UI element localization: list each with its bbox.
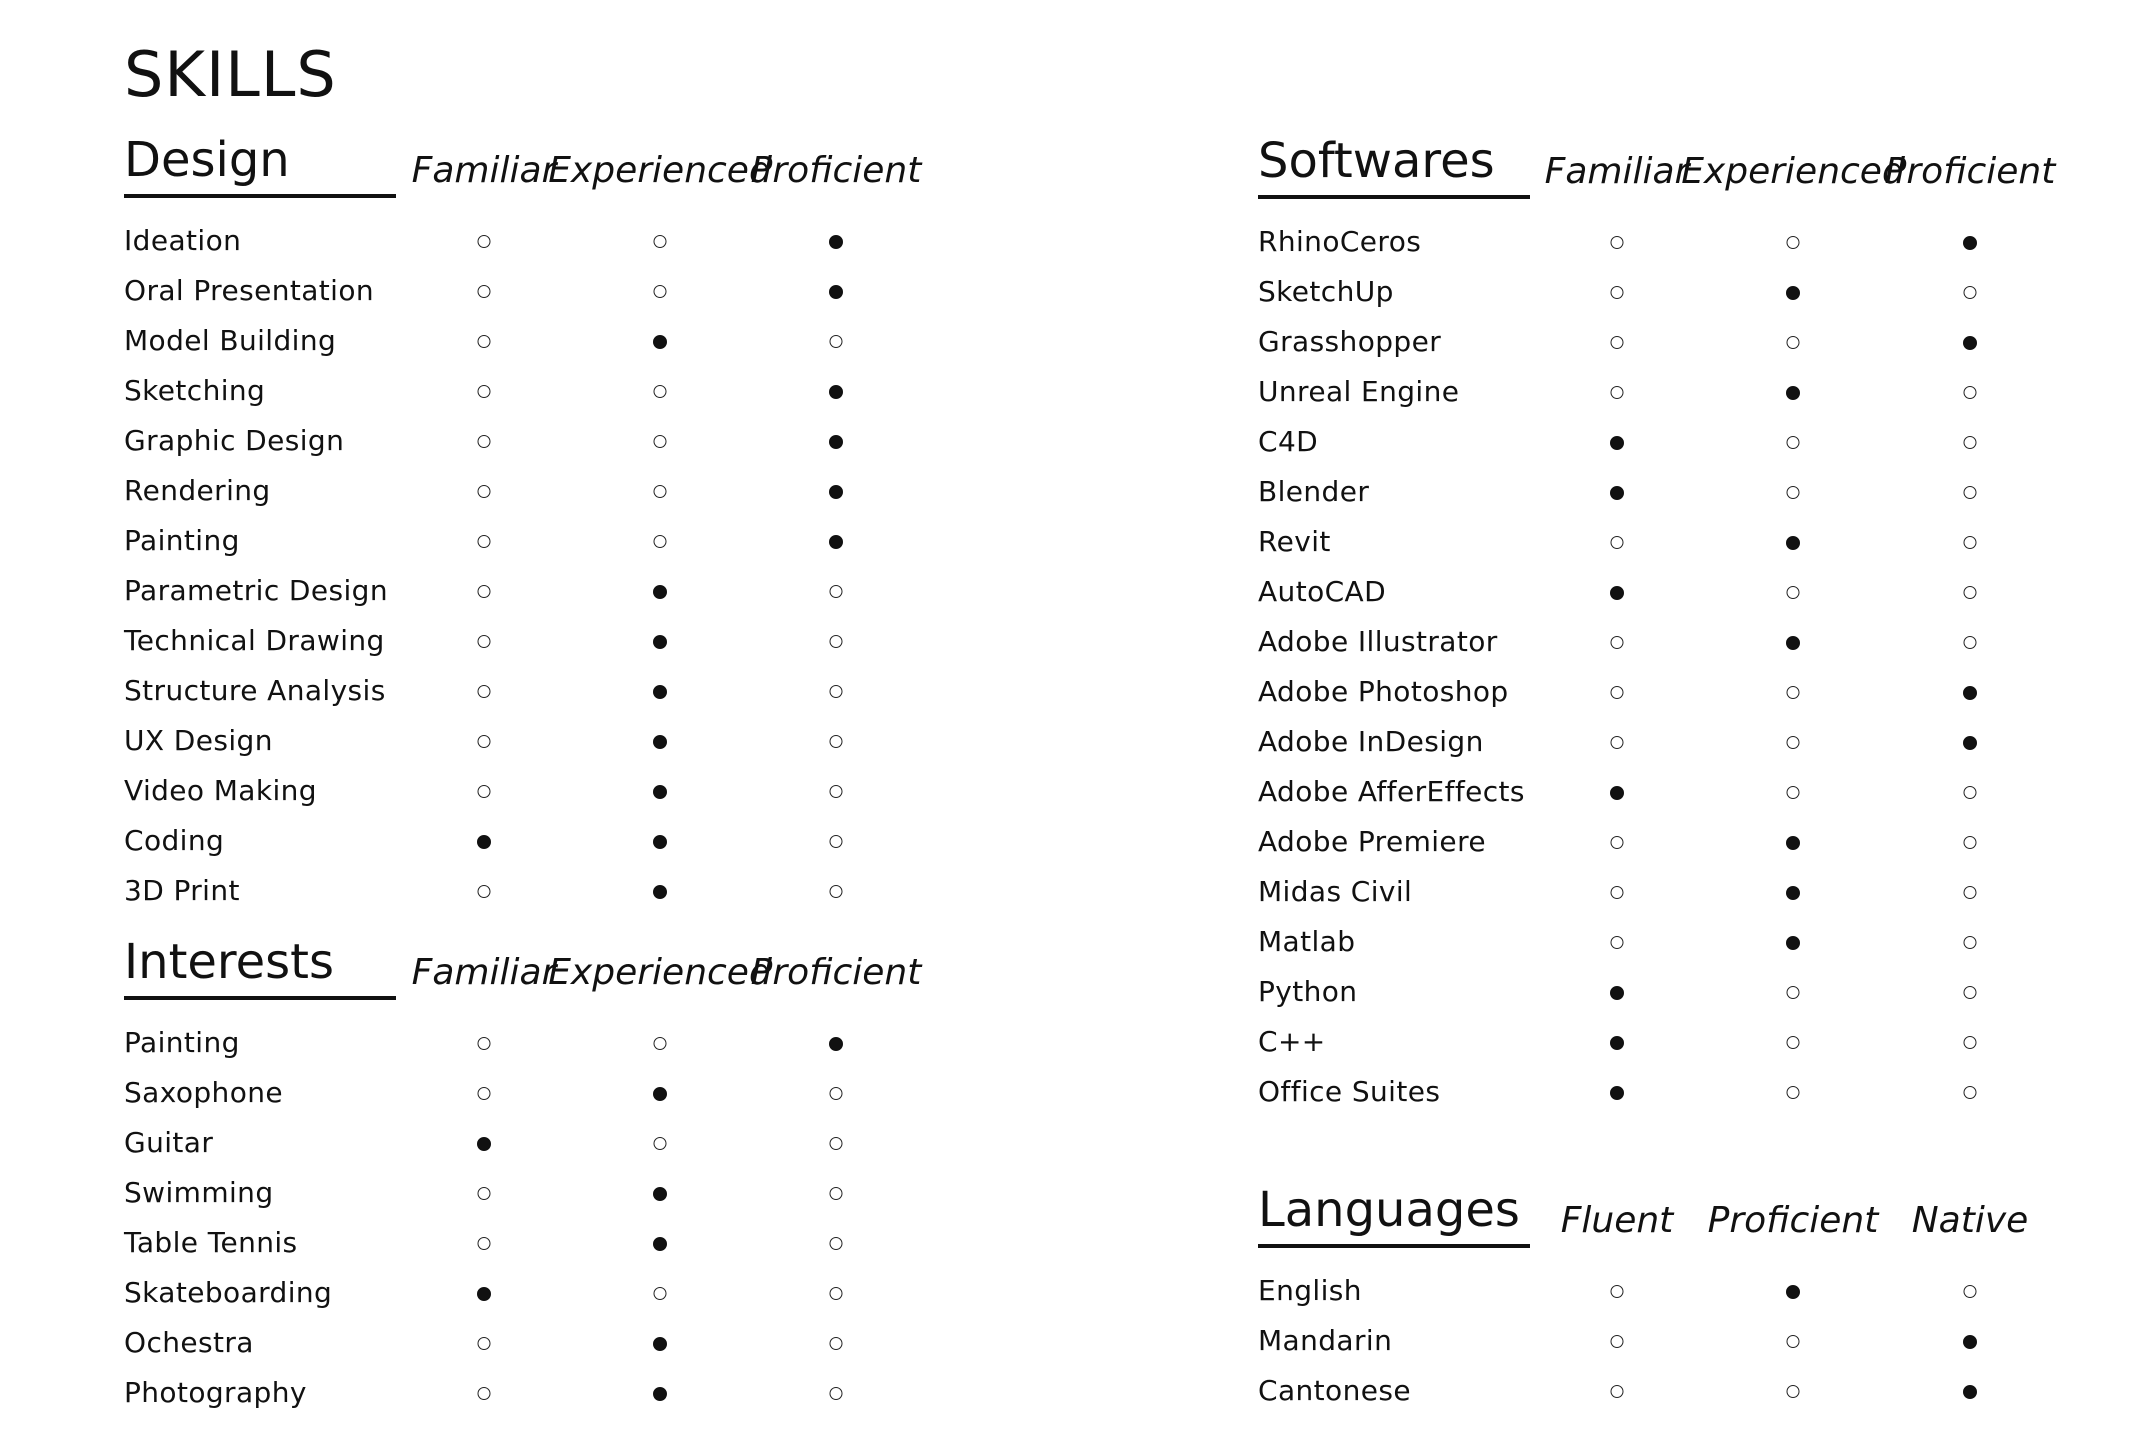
skill-row	[1258, 1266, 2090, 1316]
filled-dot-icon	[477, 835, 491, 849]
empty-dot-icon	[478, 885, 491, 898]
empty-dot-icon	[1611, 536, 1624, 549]
skill-label: Cantonese	[1258, 1374, 1411, 1407]
skill-row	[1258, 1316, 2090, 1366]
empty-dot-icon	[1611, 1285, 1624, 1298]
skill-row	[1258, 367, 2090, 417]
skill-label: SketchUp	[1258, 275, 1394, 308]
empty-dot-icon	[830, 1337, 843, 1350]
skill-row	[124, 766, 956, 816]
skill-label: English	[1258, 1274, 1362, 1307]
filled-dot-icon	[1610, 436, 1624, 450]
skill-label: Blender	[1258, 475, 1370, 508]
empty-dot-icon	[478, 1037, 491, 1050]
empty-dot-icon	[478, 435, 491, 448]
filled-dot-icon	[1963, 1385, 1977, 1399]
filled-dot-icon	[653, 635, 667, 649]
filled-dot-icon	[1963, 686, 1977, 700]
skill-label: Mandarin	[1258, 1324, 1393, 1357]
filled-dot-icon	[829, 285, 843, 299]
empty-dot-icon	[1964, 1036, 1977, 1049]
empty-dot-icon	[830, 1187, 843, 1200]
filled-dot-icon	[829, 485, 843, 499]
filled-dot-icon	[1786, 536, 1800, 550]
empty-dot-icon	[1964, 636, 1977, 649]
filled-dot-icon	[653, 1237, 667, 1251]
empty-dot-icon	[830, 635, 843, 648]
empty-dot-icon	[830, 885, 843, 898]
empty-dot-icon	[478, 335, 491, 348]
skill-label: C4D	[1258, 425, 1319, 458]
empty-dot-icon	[1964, 836, 1977, 849]
empty-dot-icon	[654, 1287, 667, 1300]
empty-dot-icon	[830, 835, 843, 848]
empty-dot-icon	[830, 1137, 843, 1150]
filled-dot-icon	[653, 1087, 667, 1101]
filled-dot-icon	[829, 385, 843, 399]
filled-dot-icon	[653, 585, 667, 599]
skill-row	[1258, 317, 2090, 367]
skill-row	[124, 466, 956, 516]
filled-dot-icon	[653, 735, 667, 749]
empty-dot-icon	[830, 1387, 843, 1400]
filled-dot-icon	[1786, 836, 1800, 850]
languages-section	[1258, 1182, 2090, 1416]
skill-row	[1258, 517, 2090, 567]
skill-label: Python	[1258, 975, 1358, 1008]
skill-row	[124, 616, 956, 666]
empty-dot-icon	[830, 785, 843, 798]
skill-row	[1258, 667, 2090, 717]
skill-row	[124, 516, 956, 566]
skill-row	[1258, 867, 2090, 917]
empty-dot-icon	[654, 385, 667, 398]
filled-dot-icon	[653, 685, 667, 699]
skill-row	[124, 816, 956, 866]
skill-row	[1258, 217, 2090, 267]
empty-dot-icon	[654, 235, 667, 248]
filled-dot-icon	[1610, 786, 1624, 800]
empty-dot-icon	[654, 485, 667, 498]
skill-label: Skateboarding	[124, 1276, 333, 1309]
skill-row	[1258, 467, 2090, 517]
empty-dot-icon	[478, 1387, 491, 1400]
empty-dot-icon	[1787, 786, 1800, 799]
skill-row	[1258, 417, 2090, 467]
filled-dot-icon	[1610, 486, 1624, 500]
interests-column-label: Proficient	[750, 952, 922, 993]
skill-label: Matlab	[1258, 925, 1356, 958]
interests-column-label: Experienced	[548, 952, 772, 993]
empty-dot-icon	[478, 1237, 491, 1250]
empty-dot-icon	[830, 735, 843, 748]
skill-row	[1258, 817, 2090, 867]
design-header	[124, 132, 956, 202]
empty-dot-icon	[1611, 736, 1624, 749]
empty-dot-icon	[478, 1187, 491, 1200]
empty-dot-icon	[1611, 836, 1624, 849]
interests-rows	[124, 1018, 956, 1418]
empty-dot-icon	[1611, 336, 1624, 349]
empty-dot-icon	[1964, 436, 1977, 449]
skill-row	[124, 316, 956, 366]
empty-dot-icon	[830, 1087, 843, 1100]
empty-dot-icon	[1611, 686, 1624, 699]
filled-dot-icon	[1786, 1285, 1800, 1299]
filled-dot-icon	[1786, 286, 1800, 300]
softwares-section	[1258, 133, 2090, 1117]
empty-dot-icon	[1964, 536, 1977, 549]
empty-dot-icon	[654, 285, 667, 298]
skill-label: Midas Civil	[1258, 875, 1413, 908]
skill-label: Adobe AfferEffects	[1258, 775, 1525, 808]
empty-dot-icon	[1787, 436, 1800, 449]
skill-label: Unreal Engine	[1258, 375, 1460, 408]
design-section	[124, 132, 956, 916]
filled-dot-icon	[653, 1187, 667, 1201]
empty-dot-icon	[1964, 586, 1977, 599]
softwares-column-label: Experienced	[1681, 151, 1905, 192]
interests-column-label: Familiar	[411, 952, 557, 993]
design-rows	[124, 216, 956, 916]
softwares-title: Softwares	[1258, 133, 1530, 199]
skill-label: Adobe Illustrator	[1258, 625, 1498, 658]
empty-dot-icon	[1787, 1335, 1800, 1348]
empty-dot-icon	[478, 685, 491, 698]
filled-dot-icon	[653, 835, 667, 849]
empty-dot-icon	[1611, 386, 1624, 399]
filled-dot-icon	[1610, 986, 1624, 1000]
empty-dot-icon	[1611, 1385, 1624, 1398]
empty-dot-icon	[1787, 1385, 1800, 1398]
empty-dot-icon	[1964, 386, 1977, 399]
empty-dot-icon	[1964, 486, 1977, 499]
empty-dot-icon	[654, 1037, 667, 1050]
skill-label: Graphic Design	[124, 424, 345, 457]
design-title: Design	[124, 132, 396, 198]
filled-dot-icon	[1610, 1086, 1624, 1100]
filled-dot-icon	[1786, 636, 1800, 650]
skill-row	[1258, 267, 2090, 317]
skill-row	[1258, 567, 2090, 617]
empty-dot-icon	[1787, 486, 1800, 499]
skill-row	[124, 1318, 956, 1368]
empty-dot-icon	[830, 585, 843, 598]
filled-dot-icon	[1610, 586, 1624, 600]
skill-row	[124, 1068, 956, 1118]
filled-dot-icon	[653, 1337, 667, 1351]
skill-row	[1258, 1067, 2090, 1117]
empty-dot-icon	[478, 285, 491, 298]
skill-row	[1258, 717, 2090, 767]
skill-label: Oral Presentation	[124, 274, 375, 307]
skill-row	[1258, 617, 2090, 667]
empty-dot-icon	[478, 735, 491, 748]
empty-dot-icon	[654, 435, 667, 448]
filled-dot-icon	[653, 785, 667, 799]
empty-dot-icon	[478, 235, 491, 248]
skill-label: Photography	[124, 1376, 307, 1409]
skill-row	[124, 1368, 956, 1418]
skill-row	[124, 1268, 956, 1318]
skill-label: Parametric Design	[124, 574, 388, 607]
design-column-label: Proficient	[750, 150, 922, 191]
skill-row	[1258, 1366, 2090, 1416]
empty-dot-icon	[830, 1237, 843, 1250]
skill-row	[124, 716, 956, 766]
skill-label: Coding	[124, 824, 225, 857]
skill-label: Adobe InDesign	[1258, 725, 1484, 758]
empty-dot-icon	[1611, 636, 1624, 649]
skill-label: Model Building	[124, 324, 337, 357]
design-column-label: Experienced	[548, 150, 772, 191]
empty-dot-icon	[1964, 886, 1977, 899]
empty-dot-icon	[1964, 786, 1977, 799]
filled-dot-icon	[1963, 736, 1977, 750]
skill-label: AutoCAD	[1258, 575, 1387, 608]
filled-dot-icon	[653, 1387, 667, 1401]
skill-row	[1258, 917, 2090, 967]
skill-label: Office Suites	[1258, 1075, 1441, 1108]
empty-dot-icon	[478, 485, 491, 498]
skill-label: Rendering	[124, 474, 271, 507]
skill-row	[124, 366, 956, 416]
skill-row	[124, 666, 956, 716]
empty-dot-icon	[1611, 286, 1624, 299]
filled-dot-icon	[1786, 886, 1800, 900]
empty-dot-icon	[1787, 736, 1800, 749]
empty-dot-icon	[1964, 936, 1977, 949]
skill-label: UX Design	[124, 724, 273, 757]
filled-dot-icon	[1786, 386, 1800, 400]
empty-dot-icon	[1964, 1285, 1977, 1298]
empty-dot-icon	[654, 1137, 667, 1150]
skill-label: Grasshopper	[1258, 325, 1442, 358]
skill-label: 3D Print	[124, 874, 240, 907]
languages-column-label: Proficient	[1707, 1200, 1879, 1241]
design-column-label: Familiar	[411, 150, 557, 191]
skill-label: Ideation	[124, 224, 242, 257]
empty-dot-icon	[478, 385, 491, 398]
softwares-column-label: Familiar	[1544, 151, 1690, 192]
filled-dot-icon	[1610, 1036, 1624, 1050]
empty-dot-icon	[1611, 936, 1624, 949]
skill-label: C++	[1258, 1025, 1326, 1058]
empty-dot-icon	[478, 785, 491, 798]
skill-label: Swimming	[124, 1176, 274, 1209]
skill-label: Painting	[124, 524, 240, 557]
skill-row	[124, 266, 956, 316]
languages-rows	[1258, 1266, 2090, 1416]
filled-dot-icon	[1963, 236, 1977, 250]
empty-dot-icon	[1964, 286, 1977, 299]
empty-dot-icon	[1787, 986, 1800, 999]
skill-row	[1258, 767, 2090, 817]
skill-label: Saxophone	[124, 1076, 283, 1109]
skill-label: Adobe Premiere	[1258, 825, 1486, 858]
empty-dot-icon	[1611, 1335, 1624, 1348]
skill-label: Table Tennis	[124, 1226, 298, 1259]
empty-dot-icon	[1787, 336, 1800, 349]
filled-dot-icon	[1786, 936, 1800, 950]
page-title: SKILLS	[124, 38, 337, 111]
empty-dot-icon	[654, 535, 667, 548]
empty-dot-icon	[1787, 236, 1800, 249]
empty-dot-icon	[1611, 236, 1624, 249]
skill-label: Technical Drawing	[124, 624, 385, 657]
empty-dot-icon	[830, 335, 843, 348]
empty-dot-icon	[830, 685, 843, 698]
empty-dot-icon	[478, 535, 491, 548]
filled-dot-icon	[477, 1287, 491, 1301]
skill-row	[124, 216, 956, 266]
skill-row	[124, 1168, 956, 1218]
languages-column-label: Native	[1911, 1200, 2029, 1241]
skill-label: Video Making	[124, 774, 317, 807]
skill-row	[124, 1218, 956, 1268]
languages-column-label: Fluent	[1560, 1200, 1674, 1241]
empty-dot-icon	[1787, 586, 1800, 599]
empty-dot-icon	[478, 585, 491, 598]
interests-title: Interests	[124, 934, 396, 1000]
filled-dot-icon	[829, 1037, 843, 1051]
skill-label: Revit	[1258, 525, 1331, 558]
interests-section	[124, 934, 956, 1418]
empty-dot-icon	[1611, 886, 1624, 899]
empty-dot-icon	[1964, 986, 1977, 999]
empty-dot-icon	[1787, 686, 1800, 699]
filled-dot-icon	[829, 535, 843, 549]
empty-dot-icon	[830, 1287, 843, 1300]
empty-dot-icon	[478, 1337, 491, 1350]
skill-row	[124, 566, 956, 616]
softwares-column-label: Proficient	[1884, 151, 2056, 192]
softwares-rows	[1258, 217, 2090, 1117]
skill-label: Ochestra	[124, 1326, 254, 1359]
skill-row	[124, 416, 956, 466]
filled-dot-icon	[477, 1137, 491, 1151]
skill-label: RhinoCeros	[1258, 225, 1422, 258]
filled-dot-icon	[1963, 336, 1977, 350]
skill-label: Painting	[124, 1026, 240, 1059]
empty-dot-icon	[1964, 1086, 1977, 1099]
languages-title: Languages	[1258, 1182, 1530, 1248]
skill-row	[1258, 967, 2090, 1017]
skill-label: Structure Analysis	[124, 674, 386, 707]
languages-header	[1258, 1182, 2090, 1252]
skill-row	[124, 1118, 956, 1168]
empty-dot-icon	[1787, 1086, 1800, 1099]
skill-row	[1258, 1017, 2090, 1067]
filled-dot-icon	[1963, 1335, 1977, 1349]
empty-dot-icon	[478, 1087, 491, 1100]
interests-header	[124, 934, 956, 1004]
filled-dot-icon	[653, 335, 667, 349]
filled-dot-icon	[829, 235, 843, 249]
empty-dot-icon	[1787, 1036, 1800, 1049]
skill-label: Adobe Photoshop	[1258, 675, 1509, 708]
skill-label: Sketching	[124, 374, 266, 407]
empty-dot-icon	[478, 635, 491, 648]
skill-row	[124, 866, 956, 916]
filled-dot-icon	[829, 435, 843, 449]
skill-row	[124, 1018, 956, 1068]
skill-label: Guitar	[124, 1126, 214, 1159]
softwares-header	[1258, 133, 2090, 203]
filled-dot-icon	[653, 885, 667, 899]
